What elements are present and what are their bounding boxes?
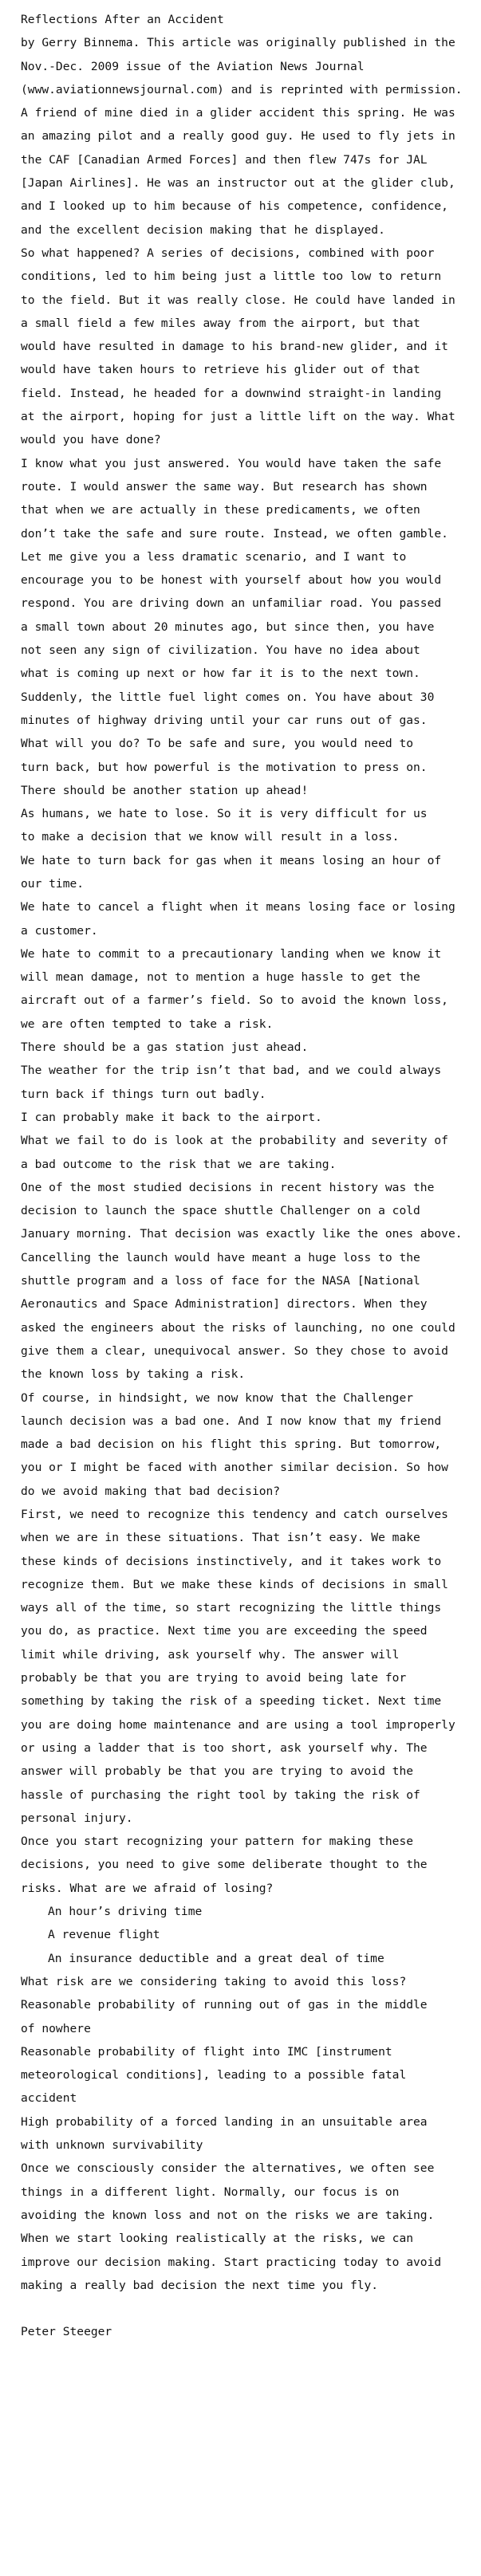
text-line: asked the engineers about the risks of launching, no one could (21, 1320, 455, 1335)
text-line: ways all of the time, so start recognizing the little things (21, 1601, 442, 1615)
text-line: would have resulted in damage to his brand-new glider, and it (21, 340, 448, 354)
text-line: There should be another station up ahead! (21, 783, 309, 797)
text-line: When we start looking realistically at the risks, we can (21, 2232, 414, 2246)
loss-item: A revenue flight (48, 1928, 160, 1942)
text-line: So what happened? A series of decisions, combined with poor (21, 246, 435, 260)
text-line: aircraft out of a farmer’s field. So to avoid the known loss, (21, 993, 448, 1008)
text-line: we are often tempted to take a risk. (21, 1017, 274, 1031)
text-line: turn back, but how powerful is the motivation to press on. (21, 760, 428, 774)
text-line: you or I might be faced with another similar decision. So how (21, 1461, 448, 1475)
article-body (21, 31, 470, 1900)
text-line: avoiding the known loss and not on the risks we are taking. (21, 2208, 435, 2222)
text-line: hassle of purchasing the right tool by taking the risk of (21, 1787, 420, 1802)
text-line: risks. What are we afraid of losing? (21, 1881, 274, 1895)
text-line: give them a clear, unequivocal answer. So they chose to avoid (21, 1343, 448, 1358)
text-line: Of course, in hindsight, we now know that the Challenger (21, 1390, 414, 1405)
text-line: As humans, we hate to lose. So it is very difficult for us (21, 807, 428, 821)
text-line: would have taken hours to retrieve his glider out of that (21, 363, 420, 377)
text-line: personal injury. (21, 1811, 133, 1825)
text-line: respond. You are driving down an unfamiliar road. You passed (21, 596, 442, 611)
text-line: an amazing pilot and a really good guy. He used to fly jets in (21, 129, 455, 144)
text-line: January morning. That decision was exactly like the ones above. (21, 1227, 463, 1241)
text-line: you do, as practice. Next time you are exceeding the speed (21, 1624, 428, 1638)
text-line: There should be a gas station just ahead. (21, 1040, 309, 1055)
text-line: accident (21, 2091, 77, 2106)
text-line: Once you start recognizing your pattern for making these (21, 1835, 414, 1849)
loss-list (21, 1900, 470, 1970)
text-line: conditions, led to him being just a little too low to return (21, 269, 442, 284)
text-line: not seen any sign of civilization. You have no idea about (21, 643, 420, 658)
text-line: limit while driving, ask yourself why. The answer will (21, 1647, 400, 1662)
text-line: We hate to cancel a flight when it means losing face or losing (21, 900, 455, 914)
loss-item: An insurance deductible and a great deal of time (48, 1951, 384, 1965)
article-closing (21, 1970, 470, 2297)
text-line: shuttle program and a loss of face for the NASA [National (21, 1274, 420, 1288)
text-line: recognize them. But we make these kinds of decisions in small (21, 1577, 448, 1591)
text-line: a small field a few miles away from the airport, but that (21, 316, 420, 330)
text-line: you are doing home maintenance and are using a tool improperly (21, 1717, 455, 1732)
text-line: I know what you just answered. You would have taken the safe (21, 456, 442, 470)
text-line: something by taking the risk of a speeding ticket. Next time (21, 1694, 442, 1709)
text-line: at the airport, hoping for just a little lift on the way. What (21, 410, 455, 424)
text-line: probably be that you are trying to avoid being late for (21, 1671, 407, 1685)
text-line: by Gerry Binnema. This article was originally published in the (21, 36, 455, 50)
text-line: Reasonable probability of running out of gas in the middle (21, 1998, 428, 2012)
text-line: a customer. (21, 923, 98, 938)
text-line: what is coming up next or how far it is to the next town. (21, 667, 420, 681)
text-line: things in a different light. Normally, our focus is on (21, 2185, 400, 2199)
text-line: What we fail to do is look at the probability and severity of (21, 1134, 448, 1148)
text-line: field. Instead, he headed for a downwind straight-in landing (21, 386, 442, 400)
loss-item: An hour’s driving time (48, 1905, 203, 1919)
text-line: encourage you to be honest with yourself about how you would (21, 573, 442, 588)
text-line: turn back if things turn out badly. (21, 1087, 266, 1101)
text-line: meteorological conditions], leading to a possible fatal (21, 2068, 407, 2082)
text-line: when we are in these situations. That isn’t easy. We make (21, 1531, 420, 1545)
text-line: decision to launch the space shuttle Challenger on a cold (21, 1204, 420, 1218)
text-line: What risk are we considering taking to avoid this loss? (21, 1974, 407, 1988)
text-line: First, we need to recognize this tendency and catch ourselves (21, 1508, 448, 1521)
text-line: the known loss by taking a risk. (21, 1367, 246, 1382)
text-line: decisions, you need to give some deliberate thought to the (21, 1858, 428, 1872)
text-line: What will you do? To be safe and sure, you would need to (21, 737, 414, 751)
text-line: Once we consciously consider the alternatives, we often see (21, 2161, 435, 2176)
text-line: the CAF [Canadian Armed Forces] and then flew 747s for JAL (21, 152, 428, 167)
text-line: don’t take the safe and sure route. Instead, we often gamble. (21, 526, 448, 541)
text-line: a small town about 20 minutes ago, but since then, you have (21, 619, 435, 634)
text-line: do we avoid making that bad decision? (21, 1484, 281, 1498)
text-line: We hate to commit to a precautionary landing when we know it (21, 946, 442, 961)
text-line: minutes of highway driving until your car runs out of gas. (21, 713, 428, 727)
text-line: Suddenly, the little fuel light comes on. You have about 30 (21, 690, 435, 704)
text-line: (www.aviationnewsjournal.com) and is reprinted with permission. (21, 82, 463, 96)
text-line: I can probably make it back to the airport. (21, 1110, 322, 1124)
text-line: or using a ladder that is too short, ask yourself why. The (21, 1740, 428, 1755)
spacer (21, 2297, 470, 2320)
text-line: will mean damage, not to mention a huge hassle to get the (21, 970, 420, 985)
text-line: A friend of mine died in a glider accident this spring. He was (21, 106, 455, 120)
text-line: our time. (21, 876, 85, 891)
text-line: made a bad decision on his flight this spring. But tomorrow, (21, 1437, 442, 1452)
text-line: with unknown survivability (21, 2138, 203, 2153)
text-line: [Japan Airlines]. He was an instructor out at the glider club, (21, 176, 455, 191)
author-name: Peter Steeger (21, 2325, 112, 2339)
text-line: of nowhere (21, 2021, 91, 2035)
text-line: route. I would answer the same way. But research has shown (21, 479, 428, 494)
text-line: and the excellent decision making that he displayed. (21, 222, 385, 237)
text-line: that when we are actually in these predicaments, we often (21, 503, 420, 517)
text-line: to the field. But it was really close. He could have landed in (21, 293, 455, 307)
text-line: The weather for the trip isn’t that bad, and we could always (21, 1064, 442, 1078)
text-line: High probability of a forced landing in an unsuitable area (21, 2114, 428, 2129)
text-line: these kinds of decisions instinctively, and it takes work to (21, 1554, 442, 1568)
text-line: launch decision was a bad one. And I now know that my friend (21, 1414, 442, 1428)
text-line: One of the most studied decisions in recent history was the (21, 1180, 435, 1194)
text-line: answer will probably be that you are trying to avoid the (21, 1764, 414, 1779)
text-line: making a really bad decision the next time you fly. (21, 2278, 379, 2292)
text-line: Reasonable probability of flight into IMC [instrument (21, 2044, 392, 2059)
text-line: and I looked up to him because of his competence, confidence, (21, 199, 448, 214)
text-line: a bad outcome to the risk that we are taking. (21, 1157, 337, 1171)
article-title: Reflections After an Accident (21, 13, 224, 26)
text-line: would you have done? (21, 433, 161, 447)
text-line: Let me give you a less dramatic scenario, and I want to (21, 549, 407, 564)
text-line: We hate to turn back for gas when it means losing an hour of (21, 853, 442, 867)
text-line: Nov.-Dec. 2009 issue of the Aviation News Journal (21, 59, 365, 73)
text-line: Aeronautics and Space Administration] directors. When they (21, 1297, 428, 1312)
text-line: to make a decision that we know will result in a loss. (21, 830, 400, 844)
text-line: improve our decision making. Start practicing today to avoid (21, 2255, 442, 2269)
text-line: Cancelling the launch would have meant a huge loss to the (21, 1250, 420, 1264)
